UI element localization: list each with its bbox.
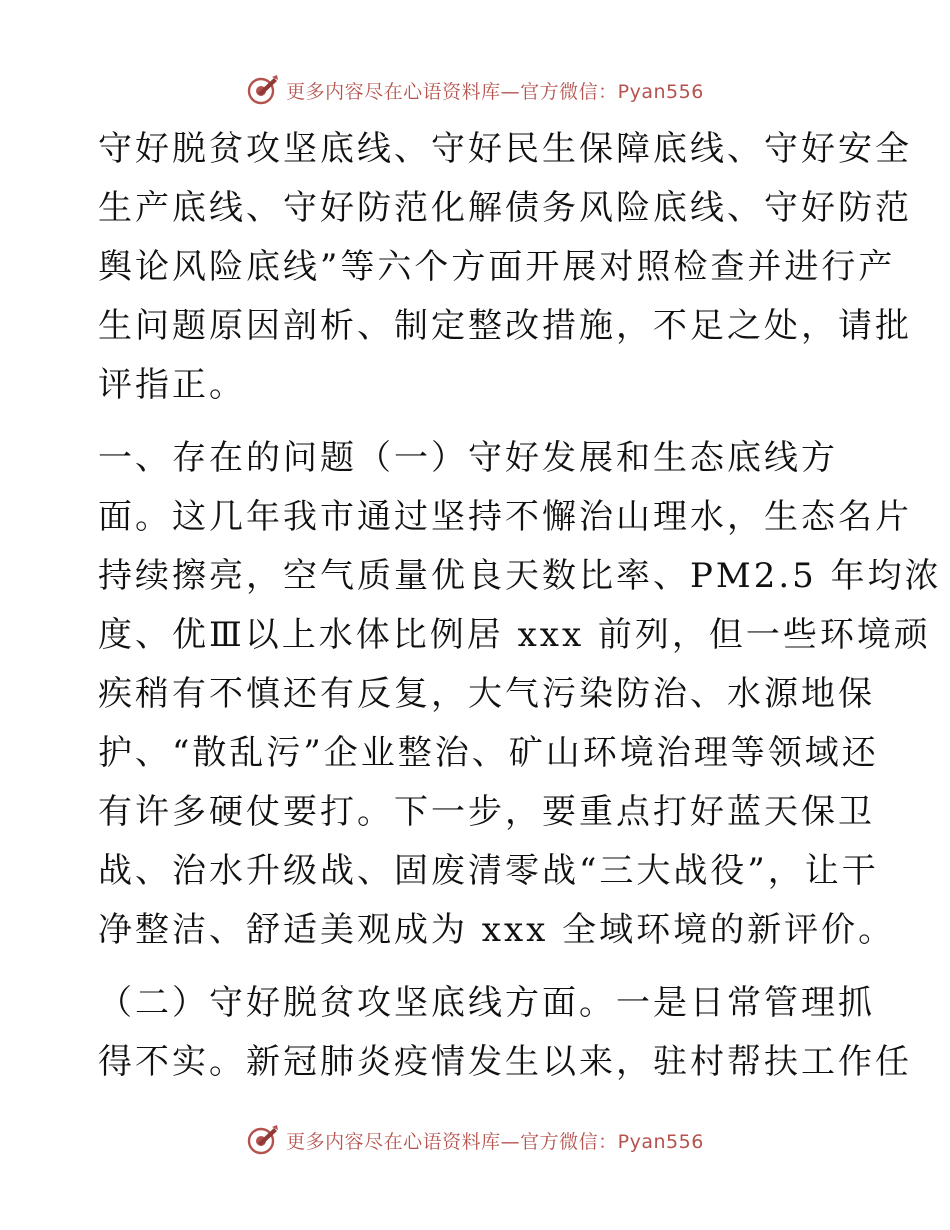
text-line: 得不实。新冠肺炎疫情发生以来，驻村帮扶工作任 — [98, 1042, 912, 1082]
text-line: 疾稍有不慎还有反复，大气污染防治、水源地保 — [98, 674, 875, 714]
text-line: 面。这几年我市通过坚持不懈治山理水，生态名片 — [98, 497, 912, 537]
footer-watermark-text: 更多内容尽在心语资料库—官方微信：Pyan556 — [286, 1130, 704, 1153]
heart-pen-logo-icon — [246, 1123, 280, 1157]
paragraph-2 — [98, 429, 942, 960]
text-line: 生产底线、守好防范化解债务风险底线、守好防范 — [98, 188, 912, 228]
text-line: 生问题原因剖析、制定整改措施，不足之处，请批 — [98, 306, 912, 346]
text-line: 守好脱贫攻坚底线、守好民生保障底线、守好安全 — [98, 129, 912, 169]
text-line: 评指正。 — [98, 365, 246, 405]
header-watermark-banner — [0, 70, 950, 110]
text-line: 有许多硬仗要打。下一步，要重点打好蓝天保卫 — [98, 792, 875, 832]
text-line: 战、治水升级战、固废清零战“三大战役”，让干 — [98, 851, 879, 891]
text-line: 度、优Ⅲ以上水体比例居 xxx 前列，但一些环境顽 — [98, 615, 931, 655]
heart-pen-logo-icon — [246, 73, 280, 107]
paragraph-1 — [98, 120, 912, 415]
text-line: 持续擦亮，空气质量优良天数比率、PM2.5 年均浓 — [98, 556, 942, 596]
document-body — [98, 120, 942, 1092]
text-line: （二）守好脱贫攻坚底线方面。一是日常管理抓 — [98, 983, 875, 1023]
footer-watermark-banner — [0, 1120, 950, 1160]
text-line: 一、存在的问题（一）守好发展和生态底线方 — [98, 438, 838, 478]
text-line: 净整洁、舒适美观成为 xxx 全域环境的新评价。 — [98, 910, 896, 950]
text-line: 护、“散乱污”企业整治、矿山环境治理等领域还 — [98, 733, 879, 773]
header-watermark-text: 更多内容尽在心语资料库—官方微信：Pyan556 — [286, 80, 704, 103]
text-line: 舆论风险底线”等六个方面开展对照检查并进行产 — [98, 247, 896, 287]
paragraph-3 — [98, 974, 912, 1092]
